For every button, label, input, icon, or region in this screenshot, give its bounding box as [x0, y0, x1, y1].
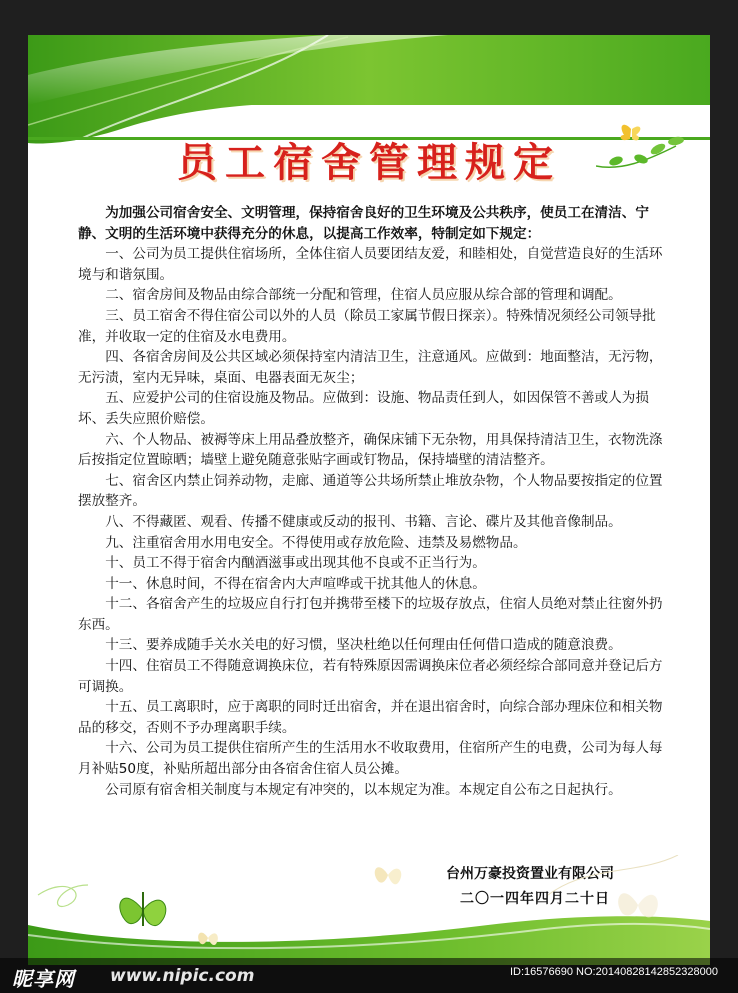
- company-name: 台州万豪投资置业有限公司: [446, 866, 614, 882]
- rule-item: 一、公司为员工提供住宿场所，全体住宿人员要团结友爱，和睦相处，自觉营造良好的生活环境与和谐氛围。: [78, 246, 663, 283]
- rule-item: 二、宿舍房间及物品由综合部统一分配和管理，住宿人员应服从综合部的管理和调配。: [105, 287, 622, 304]
- pale-butterfly-icon: [368, 855, 408, 895]
- rule-item: 五、应爱护公司的住宿设施及物品。应做到：设施、物品责任到人，如因保管不善或人为损坏、丢失应照价赔偿。: [78, 390, 649, 427]
- rule-item: 十、员工不得于宿舍内酗酒滋事或出现其他不良或不正当行为。: [105, 555, 486, 572]
- green-butterfly-icon: [113, 880, 173, 940]
- rule-item: 七、宿舍区内禁止饲养动物，走廊、通道等公共场所禁止堆放杂物，个人物品要按指定的位置摆放整齐。: [78, 472, 663, 510]
- rule-item: 十一、休息时间，不得在宿舍内大声喧哗或干扰其他人的休息。: [105, 575, 486, 592]
- small-butterfly-icon: [193, 923, 223, 953]
- rule-item: 三、员工宿舍不得住宿公司以外的人员（除员工家属节假日探亲）。特殊情况须经公司领导批准，并收取一定的住宿及水电费用。: [78, 307, 656, 345]
- rule-item: 六、个人物品、被褥等床上用品叠放整齐，确保床铺下无杂物，用具保持清洁卫生，衣物洗涤后按指定位置晾晒；墙壁上避免随意张贴字画或钉物品，保持墙壁的清洁整齐。: [78, 431, 663, 469]
- rule-item: 四、各宿舍房间及公共区域必须保持室内清洁卫生，注意通风。应做到：地面整洁，无污物，无污渍，室内无异味，桌面、电器表面无灰尘；: [78, 349, 663, 386]
- rules-body: [78, 203, 668, 800]
- rule-item: 十三、要养成随手关水关电的好习惯，坚决杜绝以任何理由任何借口造成的随意浪费。: [105, 637, 622, 654]
- rule-item: 十六、公司为员工提供住宿所产生的生活用水不收取费用，住宿所产生的电费，公司为每人每月补贴50度，补贴所超出部分由各宿舍住宿人员公摊。: [78, 740, 663, 778]
- rule-item: 八、不得藏匿、观看、传播不健康或反动的报刊、书籍、言论、碟片及其他音像制品。: [105, 513, 622, 530]
- watermark-url: www.nipic.com: [110, 966, 255, 986]
- page-title: 员工宿舍管理规定: [177, 139, 561, 186]
- rule-item: 九、注重宿舍用水用电安全。不得使用或存放危险、违禁及易燃物品。: [105, 534, 527, 551]
- butterfly-and-vine-icon: [596, 121, 696, 181]
- closing-paragraph: 公司原有宿舍相关制度与本规定有冲突的，以本规定为准。本规定自公布之日起执行。: [105, 781, 622, 798]
- rule-item: 十五、员工离职时，应于离职的同时迁出宿舍，并在退出宿舍时，向综合部办理床位和相关物品的移交，否则不予办理离职手续。: [78, 699, 663, 736]
- watermark-id: ID:16576690 NO:20140828142852328000: [510, 966, 718, 978]
- intro-paragraph: 为加强公司宿舍安全、文明管理，保持宿舍良好的卫生环境及公共秩序，使员工在清洁、宁静、文明的生活环境中获得充分的休息，以提高工作效率，特制定如下规定：: [78, 205, 649, 242]
- rule-item: 十二、各宿舍产生的垃圾应自行打包并携带至楼下的垃圾存放点，住宿人员绝对禁止往窗外扔东西。: [78, 596, 663, 633]
- faint-butterfly-icon: [608, 875, 668, 935]
- poster: [28, 35, 710, 965]
- rule-item: 十四、住宿员工不得随意调换床位，若有特殊原因需调换床位者必须经综合部同意并登记后方可调换。: [78, 658, 663, 695]
- watermark-logo: 昵享网: [12, 967, 75, 991]
- issue-date: 二〇一四年四月二十日: [460, 891, 610, 907]
